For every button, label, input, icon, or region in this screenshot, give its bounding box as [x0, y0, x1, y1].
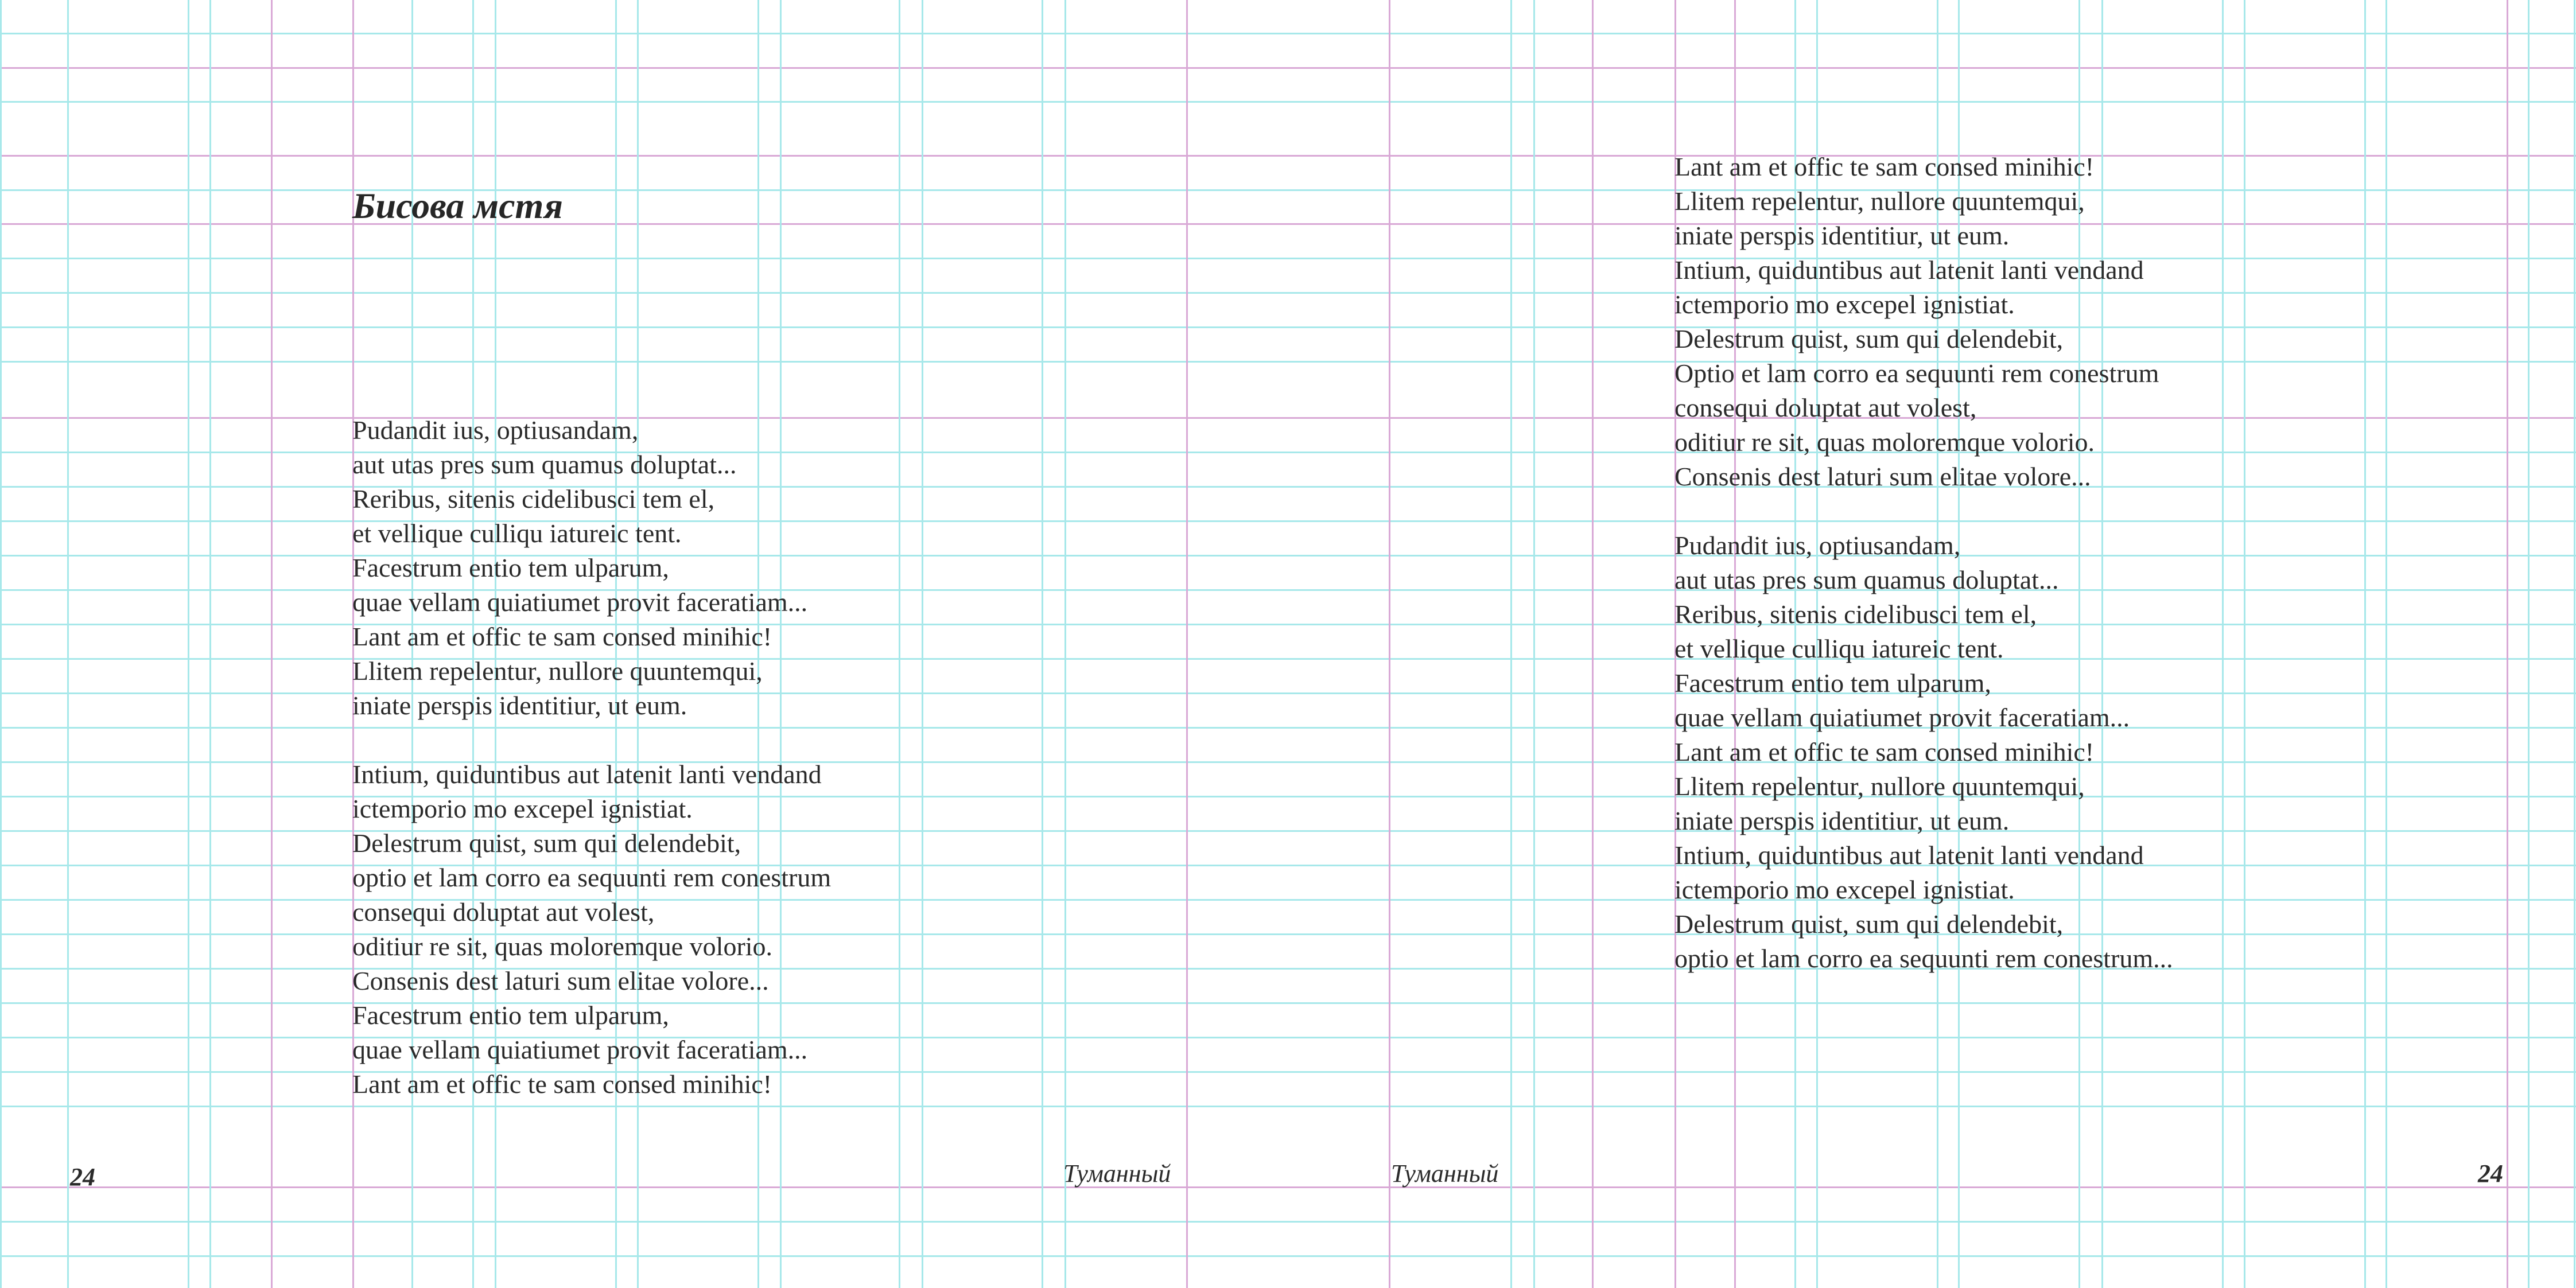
poem-line: Reribus, sitenis cidelibusci tem el, [352, 484, 715, 513]
stanza-break [352, 723, 831, 757]
poem-line: oditiur re sit, quas moloremque volorio. [1674, 427, 2095, 457]
poem-line: Optio et lam corro ea sequunti rem conestrum [1674, 359, 2159, 388]
left-running-title: Туманный [1063, 1159, 1171, 1188]
right-poem-body [1674, 150, 2173, 976]
poem-line: oditiur re sit, quas moloremque volorio. [352, 932, 773, 961]
poem-line: aut utas pres sum quamus doluptat... [1674, 565, 2059, 594]
poem-line: Lant am et offic te sam consed minihic! [352, 1069, 772, 1099]
poem-line: Pudandit ius, optiusandam, [1674, 531, 1961, 560]
poem-line: ictemporio mo excepel ignistiat. [1674, 290, 2015, 319]
poem-line: iniate perspis identitiur, ut eum. [1674, 806, 2010, 835]
poem-line: Lant am et offic te sam consed minihic! [1674, 152, 2095, 181]
poem-line: Delestrum quist, sum qui delendebit, [1674, 324, 2064, 353]
left-poem-body [352, 413, 831, 1102]
poem-line: Facestrum entio tem ulparum, [352, 1001, 669, 1030]
poem-line: Llitem repelentur, nullore quuntemqui, [352, 656, 763, 686]
right-page-number: 24 [2478, 1159, 2503, 1188]
poem-line: Lant am et offic te sam consed minihic! [352, 622, 772, 651]
right-running-title: Туманный [1391, 1159, 1499, 1188]
poem-title: Бисова мстя [352, 185, 563, 226]
poem-line: Intium, quiduntibus aut latenit lanti vendand [352, 760, 822, 789]
poem-line: Intium, quiduntibus aut latenit lanti vendand [1674, 840, 2144, 870]
poem-line: Facestrum entio tem ulparum, [352, 553, 669, 582]
poem-line: Llitem repelentur, nullore quuntemqui, [1674, 186, 2085, 216]
left-page-number: 24 [70, 1163, 95, 1191]
poem-line: et vellique culliqu iatureic tent. [1674, 634, 2004, 663]
poem-line: consequi doluptat aut volest, [352, 897, 655, 927]
poem-line: optio et lam corro ea sequunti rem conestrum [352, 863, 832, 892]
poem-line: Reribus, sitenis cidelibusci tem el, [1674, 600, 2037, 629]
poem-line: Delestrum quist, sum qui delendebit, [1674, 909, 2064, 939]
poem-line: quae vellam quiatiumet provit faceratiam... [352, 1035, 808, 1064]
poem-line: Lant am et offic te sam consed minihic! [1674, 737, 2095, 766]
stanza-break [1674, 494, 2173, 528]
poem-line: Pudandit ius, optiusandam, [352, 415, 639, 445]
poem-line: iniate perspis identitiur, ut eum. [352, 691, 687, 720]
poem-line: et vellique culliqu iatureic tent. [352, 519, 682, 548]
poem-line: Consenis dest laturi sum elitae volore... [352, 966, 769, 995]
poem-line: iniate perspis identitiur, ut eum. [1674, 221, 2010, 250]
poem-line: Llitem repelentur, nullore quuntemqui, [1674, 772, 2085, 801]
poem-line: Intium, quiduntibus aut latenit lanti vendand [1674, 255, 2144, 285]
poem-line: quae vellam quiatiumet provit faceratiam... [352, 587, 808, 617]
poem-line: ictemporio mo excepel ignistiat. [352, 794, 693, 823]
poem-line: optio et lam corro ea sequunti rem conestrum... [1674, 944, 2173, 973]
poem-line: ictemporio mo excepel ignistiat. [1674, 875, 2015, 904]
poem-line: Facestrum entio tem ulparum, [1674, 668, 1991, 698]
poem-line: Delestrum quist, sum qui delendebit, [352, 828, 741, 858]
poem-line: aut utas pres sum quamus doluptat... [352, 450, 737, 479]
poem-line: Consenis dest laturi sum elitae volore... [1674, 462, 2091, 491]
poem-line: consequi doluptat aut volest, [1674, 393, 1977, 422]
poem-line: quae vellam quiatiumet provit faceratiam... [1674, 703, 2130, 732]
